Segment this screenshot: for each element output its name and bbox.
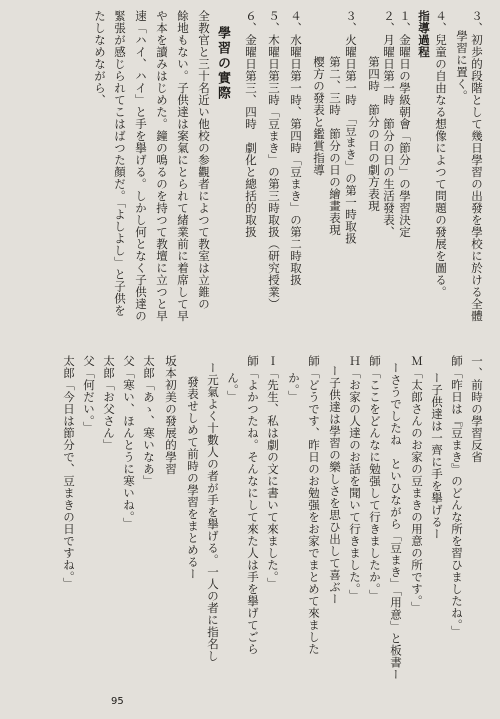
text-column: か。」 — [287, 372, 301, 403]
text-column: ４、水曜日第一時、第四時「豆まき」の第二時取扱 — [289, 10, 303, 286]
text-column: Ｍ「太郎さんのお家の豆まきの用意の所です。」 — [410, 355, 424, 614]
text-column: たしなめながら、 — [93, 10, 107, 106]
text-column: ３、初歩的段階として幾日學習の出發を學校に於ける全體 — [470, 10, 484, 322]
text-column: 師「どうです、昨日のお勉强をお家でまとめて來ました — [307, 355, 321, 655]
text-column: ー子供達は學習の樂しさを思ひ出して喜ぶー — [328, 365, 342, 605]
text-column: 坂本初美の發展的學習 — [164, 355, 178, 475]
text-column: 發表せしめて前時の學習をまとめるー — [186, 376, 200, 580]
text-column: 師「ここをどんなに勉强して行きましたか。」 — [368, 355, 382, 602]
text-column: ２、月曜日第一時 節分の日の生活發表、 — [382, 10, 396, 238]
text-column: 一、前時の學習反省 — [470, 355, 484, 463]
page-number: 95 — [111, 696, 124, 707]
text-column: や本を讀みはじめた。鐘の鳴るのを持つて教壇に立つと早 — [155, 10, 169, 322]
text-column: ４、兒童の自由なる想像によつて問題の發展を圖る。 — [434, 10, 448, 298]
text-column: ー子供達は一齊に手を擧げるー — [430, 372, 444, 540]
text-column: 速「ハイ、ハイ」と手を擧げる。しかし何となく子供達の — [134, 10, 148, 322]
text-column: ー元氣よく十數人の者が手を擧げる。一人の者に指名し — [206, 362, 220, 662]
text-column: 第四時 節分の日の劇方表現 — [367, 56, 381, 212]
text-column: 師「昨日は『豆まき』のどんな所を習ひましたね。」 — [450, 355, 464, 638]
text-column: ん。」 — [226, 372, 240, 403]
text-column: 第二、三時 節分の日の繪畫表現 — [328, 56, 342, 236]
text-column: 師「よかつたね。そんなにして來た人は手を擧げてごら — [246, 355, 260, 655]
text-column: 父「寒い、ほんとうに寒いね。」 — [122, 355, 136, 530]
text-column: 太郎「お父さん」 — [102, 355, 116, 451]
section-heading: 指導過程 — [417, 10, 431, 58]
text-column: 父「何だい。」 — [82, 355, 96, 434]
text-column: １、金曜日の學級朝會「節分」の學習決定 — [398, 10, 412, 238]
text-column: 緊張が感じられてこはばつた顏だ。「よしよし」と子供を — [113, 10, 127, 317]
text-column: 樱方の發表と鑑賞指導 — [312, 56, 326, 176]
text-column: 學習に置く。 — [455, 30, 469, 102]
text-column: Ｈ「お家の人達のお話を聞いて行きました。」 — [348, 355, 362, 602]
text-column: 太郎「あゝ、寒いなあ」 — [142, 355, 156, 487]
text-column: ３、火曜日第一時 「豆まき」の第一時取扱 — [344, 10, 358, 245]
text-column: 全教官と三十名近い他校の参觀者によつて教室は立錐の — [197, 10, 211, 310]
text-column: ５、木曜日第三時「豆まき」の第三時取扱（研究授業） — [267, 10, 281, 310]
text-column: ーさうでしたね といひながら「豆まき」「用意」と板書ー — [389, 362, 403, 681]
practice-heading: 學習の實際 — [215, 26, 230, 101]
text-column: 餘地もない。子供達は案氣にとられて緒業前に着席して早 — [176, 10, 190, 322]
text-column: Ｉ「先生、私は劇の文に書いて來ました。」 — [266, 355, 280, 590]
text-column: ６、金曜日第三、四時 劇化と總括的取扱 — [244, 10, 258, 238]
text-column: 太郎「今日は節分で、豆まきの日ですね。」 — [62, 355, 76, 590]
